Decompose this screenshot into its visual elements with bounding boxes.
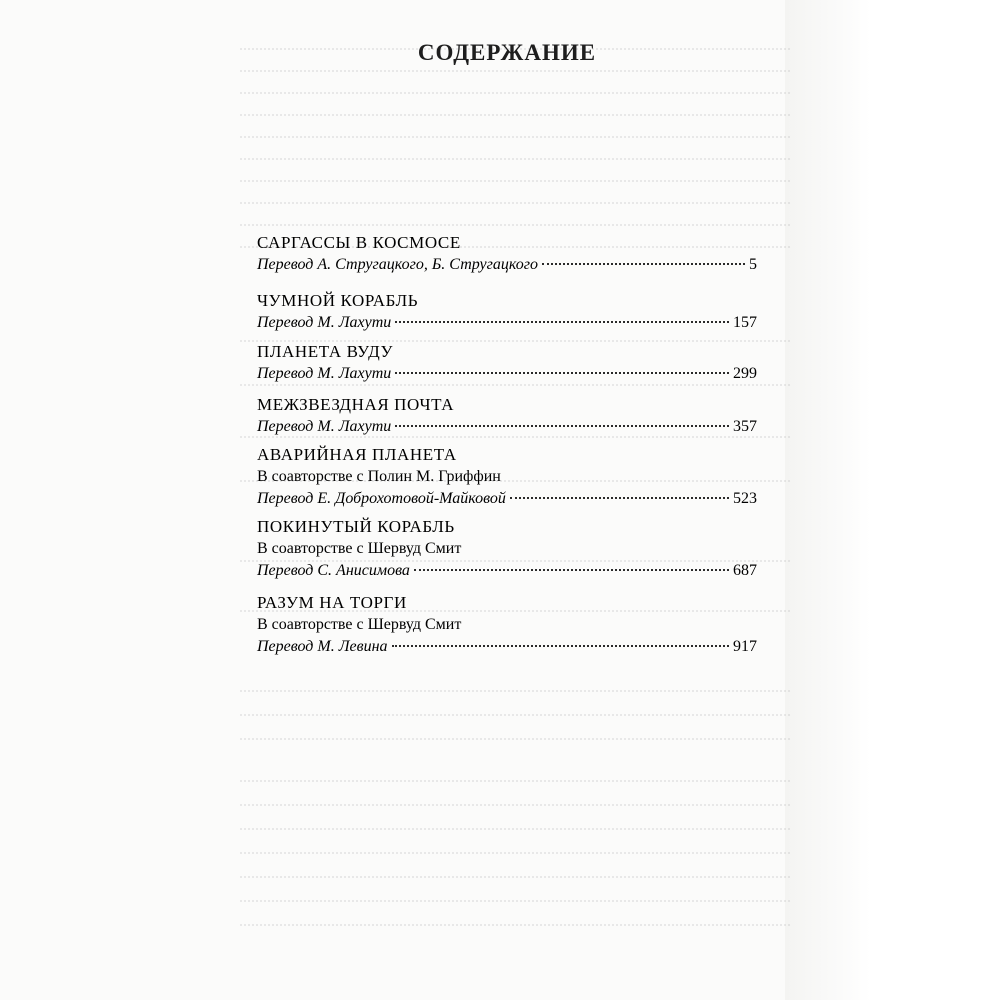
entry-page-number: 523 [733, 490, 757, 507]
entry-translator: Перевод М. Левина [257, 638, 388, 655]
entry-coauthor: В соавторстве с Шервуд Смит [257, 616, 462, 633]
entry-line [257, 363, 757, 385]
entry-line [257, 312, 757, 334]
toc-entry[interactable] [257, 290, 757, 334]
dot-leader [392, 645, 729, 647]
entry-page-number: 687 [733, 562, 757, 579]
dot-leader [414, 569, 729, 571]
toc-entry[interactable] [257, 232, 757, 276]
toc-entry[interactable] [257, 341, 757, 385]
dot-leader [395, 321, 729, 323]
toc-entry[interactable] [257, 592, 757, 658]
toc-entry[interactable] [257, 516, 757, 582]
entry-line [257, 636, 757, 658]
entry-line [257, 416, 757, 438]
entry-translator: Перевод М. Лахути [257, 314, 392, 331]
entry-title: ПОКИНУТЫЙ КОРАБЛЬ [257, 517, 455, 536]
entry-line [257, 254, 757, 276]
entry-coauthor: В соавторстве с Шервуд Смит [257, 540, 462, 557]
entry-title: МЕЖЗВЕЗДНАЯ ПОЧТА [257, 395, 455, 414]
entry-translator: Перевод Е. Доброхотовой-Майковой [257, 490, 506, 507]
toc-entry[interactable] [257, 394, 757, 438]
entry-translator: Перевод А. Стругацкого, Б. Стругацкого [257, 256, 538, 273]
entry-translator: Перевод С. Анисимова [257, 562, 410, 579]
toc-entry[interactable] [257, 444, 757, 510]
entry-translator: Перевод М. Лахути [257, 418, 392, 435]
page-right-edge [785, 0, 1000, 1000]
dot-leader [542, 263, 745, 265]
table-of-contents [257, 30, 757, 70]
entry-page-number: 299 [733, 365, 757, 382]
entry-title: САРГАССЫ В КОСМОСЕ [257, 233, 461, 252]
entry-title: ЧУМНОЙ КОРАБЛЬ [257, 291, 419, 310]
entry-page-number: 357 [733, 418, 757, 435]
entry-translator: Перевод М. Лахути [257, 365, 392, 382]
entry-page-number: 157 [733, 314, 757, 331]
entry-title: АВАРИЙНАЯ ПЛАНЕТА [257, 445, 457, 464]
toc-heading: СОДЕРЖАНИЕ [417, 40, 597, 65]
entry-title: РАЗУМ НА ТОРГИ [257, 593, 407, 612]
entry-page-number: 917 [733, 638, 757, 655]
entry-line [257, 488, 757, 510]
entry-line [257, 560, 757, 582]
dot-leader [510, 497, 729, 499]
dot-leader [395, 425, 729, 427]
entry-title: ПЛАНЕТА ВУДУ [257, 342, 394, 361]
entry-page-number: 5 [749, 256, 757, 273]
entry-coauthor: В соавторстве с Полин М. Гриффин [257, 468, 501, 485]
dot-leader [395, 372, 729, 374]
